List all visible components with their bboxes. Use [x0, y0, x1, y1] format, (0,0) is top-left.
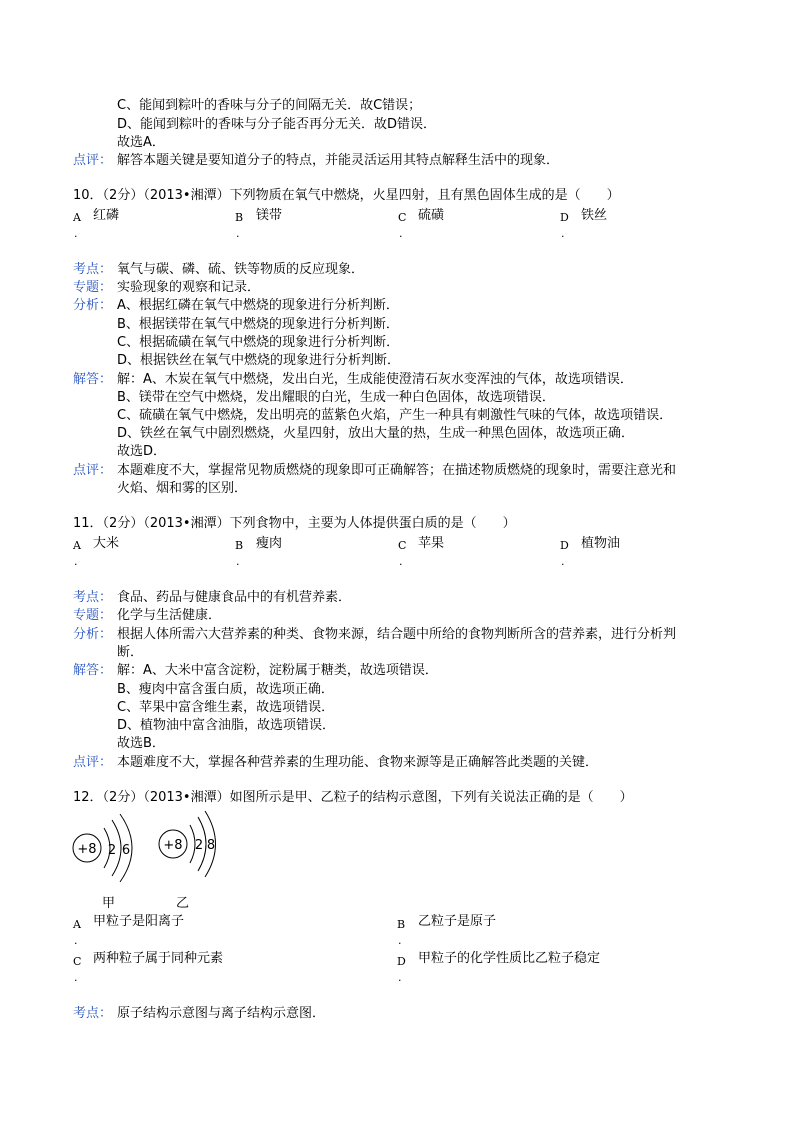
q11-option-a-dot: . — [74, 555, 78, 568]
q10-jieda-label: 解答： — [73, 372, 113, 387]
q11-stem: 11．（2分）（2013•湘潭）下列食物中，主要为人体提供蛋白质的是（ ） — [73, 516, 516, 531]
q12-option-a[interactable]: 甲粒子是阳离子 — [93, 914, 185, 929]
q12-option-c-dot: . — [74, 971, 78, 984]
q9-comment-label: 点评： — [73, 153, 113, 168]
q10-option-b-letter: B — [235, 211, 244, 224]
q10-option-d-letter: D — [560, 211, 569, 224]
q10-jieda-line: 故选D． — [117, 444, 167, 459]
particle-structure-diagram — [68, 808, 238, 890]
q12-option-d-letter: D — [397, 955, 406, 968]
q9-comment: 解答本题关键是要知道分子的特点，并能灵活运用其特点解释生活中的现象． — [117, 153, 560, 168]
q11-fenxi-label: 分析： — [73, 627, 113, 642]
q11-option-c-letter: C — [398, 539, 407, 552]
q9-line-d: D、能闻到粽叶的香味与分子能否再分无关．故D错误． — [117, 117, 437, 132]
q10-option-a-dot: . — [74, 227, 78, 240]
q11-option-b-letter: B — [235, 539, 244, 552]
q10-fenxi-line: A、根据红磷在氧气中燃烧的现象进行分析判断． — [117, 298, 399, 313]
q11-jieda-line: C、苹果中富含维生素，故选项错误． — [117, 700, 335, 715]
q10-option-c[interactable]: 硫磺 — [418, 208, 445, 223]
q10-dianping-line: 本题难度不大，掌握常见物质燃烧的现象即可正确解答；在描述物质燃烧的现象时，需要注意光和 — [117, 463, 677, 478]
particle-yi-label: 乙 — [176, 896, 190, 911]
q10-fenxi-line: D、根据铁丝在氧气中燃烧的现象进行分析判断． — [117, 353, 401, 368]
q10-option-d[interactable]: 铁丝 — [581, 208, 608, 223]
q11-jieda-line: 故选B． — [117, 736, 165, 751]
q11-option-b-dot: . — [236, 555, 240, 568]
q11-fenxi-line: 断． — [117, 645, 144, 660]
q11-option-c-dot: . — [399, 555, 403, 568]
q12-option-c-letter: C — [73, 955, 82, 968]
q12-option-d[interactable]: 甲粒子的化学性质比乙粒子稳定 — [418, 951, 601, 966]
q10-jieda-line: 解：A、木炭在氧气中燃烧，发出白光，生成能使澄清石灰水变浑浊的气体，故选项错误． — [117, 372, 633, 387]
q11-option-c[interactable]: 苹果 — [418, 536, 445, 551]
q11-jieda-label: 解答： — [73, 663, 113, 678]
q11-option-a-letter: A — [73, 539, 81, 552]
q10-dianping-line: 火焰、烟和雾的区别． — [117, 481, 248, 496]
particle-yi-nucleus-charge: +8 — [163, 838, 183, 853]
q10-kaodian: 氧气与碳、磷、硫、铁等物质的反应现象． — [117, 262, 365, 277]
q11-zhuanti: 化学与生活健康． — [117, 608, 222, 623]
particle-jia-label: 甲 — [102, 896, 116, 911]
q10-fenxi-line: B、根据镁带在氧气中燃烧的现象进行分析判断． — [117, 317, 399, 332]
q9-answer: 故选A． — [117, 135, 165, 150]
q10-fenxi-label: 分析： — [73, 298, 113, 313]
q12-option-c[interactable]: 两种粒子属于同种元素 — [93, 951, 224, 966]
q12-option-b-letter: B — [397, 918, 406, 931]
q10-jieda-line: B、镁带在空气中燃烧，发出耀眼的白光，生成一种白色固体，故选项错误． — [117, 390, 555, 405]
q10-option-a-letter: A — [73, 211, 81, 224]
particle-yi-diagram — [159, 811, 216, 877]
q10-kaodian-label: 考点： — [73, 262, 113, 277]
q11-kaodian: 食品、药品与健康食品中的有机营养素． — [117, 590, 352, 605]
q11-option-a[interactable]: 大米 — [93, 536, 120, 551]
particle-jia-nucleus-charge: +8 — [77, 842, 97, 857]
q10-option-a[interactable]: 红磷 — [93, 208, 120, 223]
q12-kaodian: 原子结构示意图与离子结构示意图． — [117, 1006, 326, 1021]
q10-dianping-label: 点评： — [73, 463, 113, 478]
q12-option-b-dot: . — [398, 934, 402, 947]
q10-jieda-line: C、硫磺在氧气中燃烧，发出明亮的蓝紫色火焰，产生一种具有刺激性气味的气体，故选项错误． — [117, 408, 673, 423]
q11-zhuanti-label: 专题： — [73, 608, 113, 623]
q10-jieda-line: D、铁丝在氧气中剧烈燃烧，火星四射，放出大量的热，生成一种黑色固体，故选项正确． — [117, 426, 635, 441]
particle-jia-diagram — [73, 814, 132, 882]
q9-line-c: C、能闻到粽叶的香味与分子的间隔无关．故C错误； — [117, 98, 422, 113]
q11-jieda-line: D、植物油中富含油脂，故选项错误． — [117, 718, 336, 733]
particle-jia-electrons-shell-2: 6 — [121, 843, 131, 858]
q12-kaodian-label: 考点： — [73, 1006, 113, 1021]
q11-dianping-label: 点评： — [73, 755, 113, 770]
q11-jieda-line: 解：A、大米中富含淀粉，淀粉属于糖类，故选项错误． — [117, 663, 438, 678]
q11-option-b[interactable]: 瘦肉 — [256, 536, 283, 551]
q12-stem: 12．（2分）（2013•湘潭）如图所示是甲、乙粒子的结构示意图，下列有关说法正确的是（ ） — [73, 790, 633, 805]
q12-option-d-dot: . — [398, 971, 402, 984]
q10-option-b[interactable]: 镁带 — [256, 208, 283, 223]
q10-option-c-letter: C — [398, 211, 407, 224]
q11-kaodian-label: 考点： — [73, 590, 113, 605]
q10-fenxi-line: C、根据硫磺在氧气中燃烧的现象进行分析判断． — [117, 335, 400, 350]
q12-option-a-letter: A — [73, 918, 81, 931]
q11-option-d[interactable]: 植物油 — [581, 536, 621, 551]
q11-dianping-line: 本题难度不大，掌握各种营养素的生理功能、食物来源等是正确解答此类题的关键． — [117, 755, 599, 770]
q11-option-d-letter: D — [560, 539, 569, 552]
q11-fenxi-line: 根据人体所需六大营养素的种类、食物来源，结合题中所给的食物判断所含的营养素，进行分析判 — [117, 627, 677, 642]
q12-option-a-dot: . — [74, 934, 78, 947]
q10-zhuanti-label: 专题： — [73, 280, 113, 295]
particle-jia-electrons-shell-1: 2 — [107, 843, 117, 858]
q10-option-c-dot: . — [399, 227, 403, 240]
q10-stem: 10．（2分）（2013•湘潭）下列物质在氧气中燃烧，火星四射，且有黑色固体生成的是（ ） — [73, 188, 620, 203]
q10-option-d-dot: . — [561, 227, 565, 240]
q11-option-d-dot: . — [561, 555, 565, 568]
q10-option-b-dot: . — [236, 227, 240, 240]
q11-jieda-line: B、瘦肉中富含蛋白质，故选项正确． — [117, 682, 334, 697]
q10-zhuanti: 实验现象的观察和记录． — [117, 280, 261, 295]
particle-yi-electrons-shell-1: 2 — [194, 838, 204, 853]
q12-option-b[interactable]: 乙粒子是原子 — [418, 914, 497, 929]
particle-yi-electrons-shell-2: 8 — [206, 838, 216, 853]
